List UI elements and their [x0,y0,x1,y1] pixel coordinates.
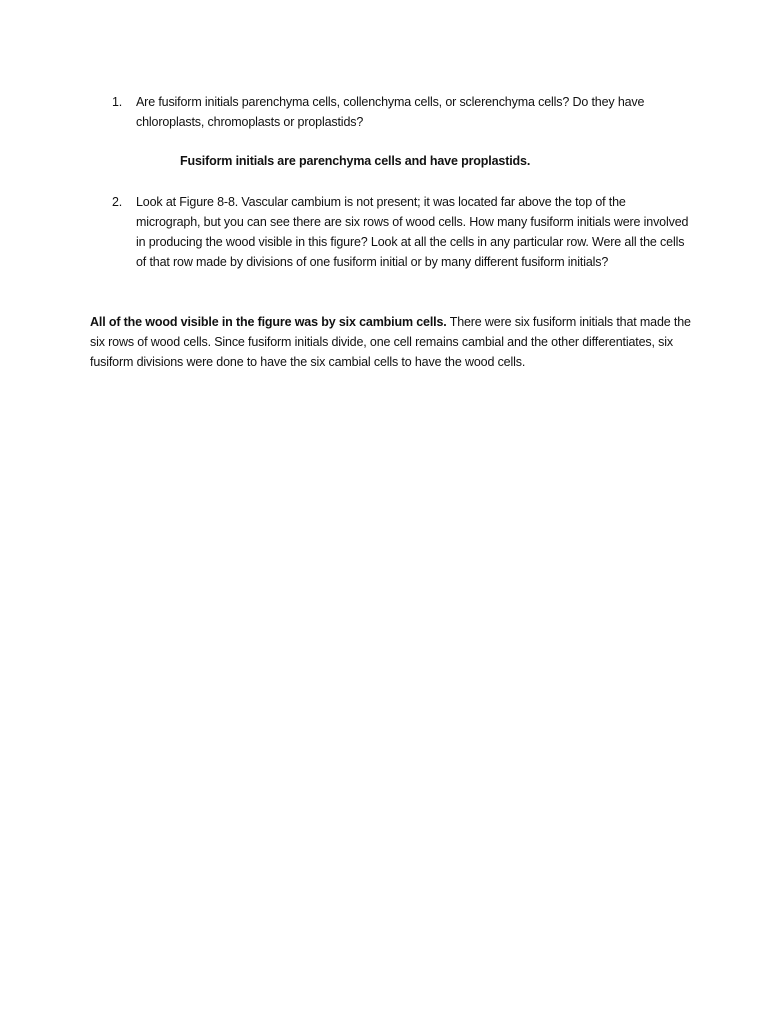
question-1 [112,92,692,132]
question-2-number: 2. [112,195,123,209]
question-1-number: 1. [112,95,123,109]
question-1-text: Are fusiform initials parenchyma cells, collenchyma cells, or sclerenchyma cells? Do they have chloroplasts, chromoplasts or proplastids? [136,95,645,129]
answer-2 [90,312,700,372]
answer-2-rest: There were six fusiform initials that made the six rows of wood cells. Since fusiform initials divide, one cell remains cambial and the other differentiates, six fusiform divisions were done to have the six cambial cells to have the wood cells. [90,315,691,369]
question-2-text: Look at Figure 8-8. Vascular cambium is not present; it was located far above the top of the micrograph, but you can see there are six rows of wood cells. How many fusiform initials were involved in producing the wood visible in this figure? Look at all the cells in any particular row. Were all the cells of that row made by divisions of one fusiform initial or by many different fusiform initials? [136,195,689,269]
answer-1: Fusiform initials are parenchyma cells and have proplastids. [180,154,531,168]
question-2 [112,192,692,272]
answer-2-bold: All of the wood visible in the figure was by six cambium cells. [90,315,447,329]
